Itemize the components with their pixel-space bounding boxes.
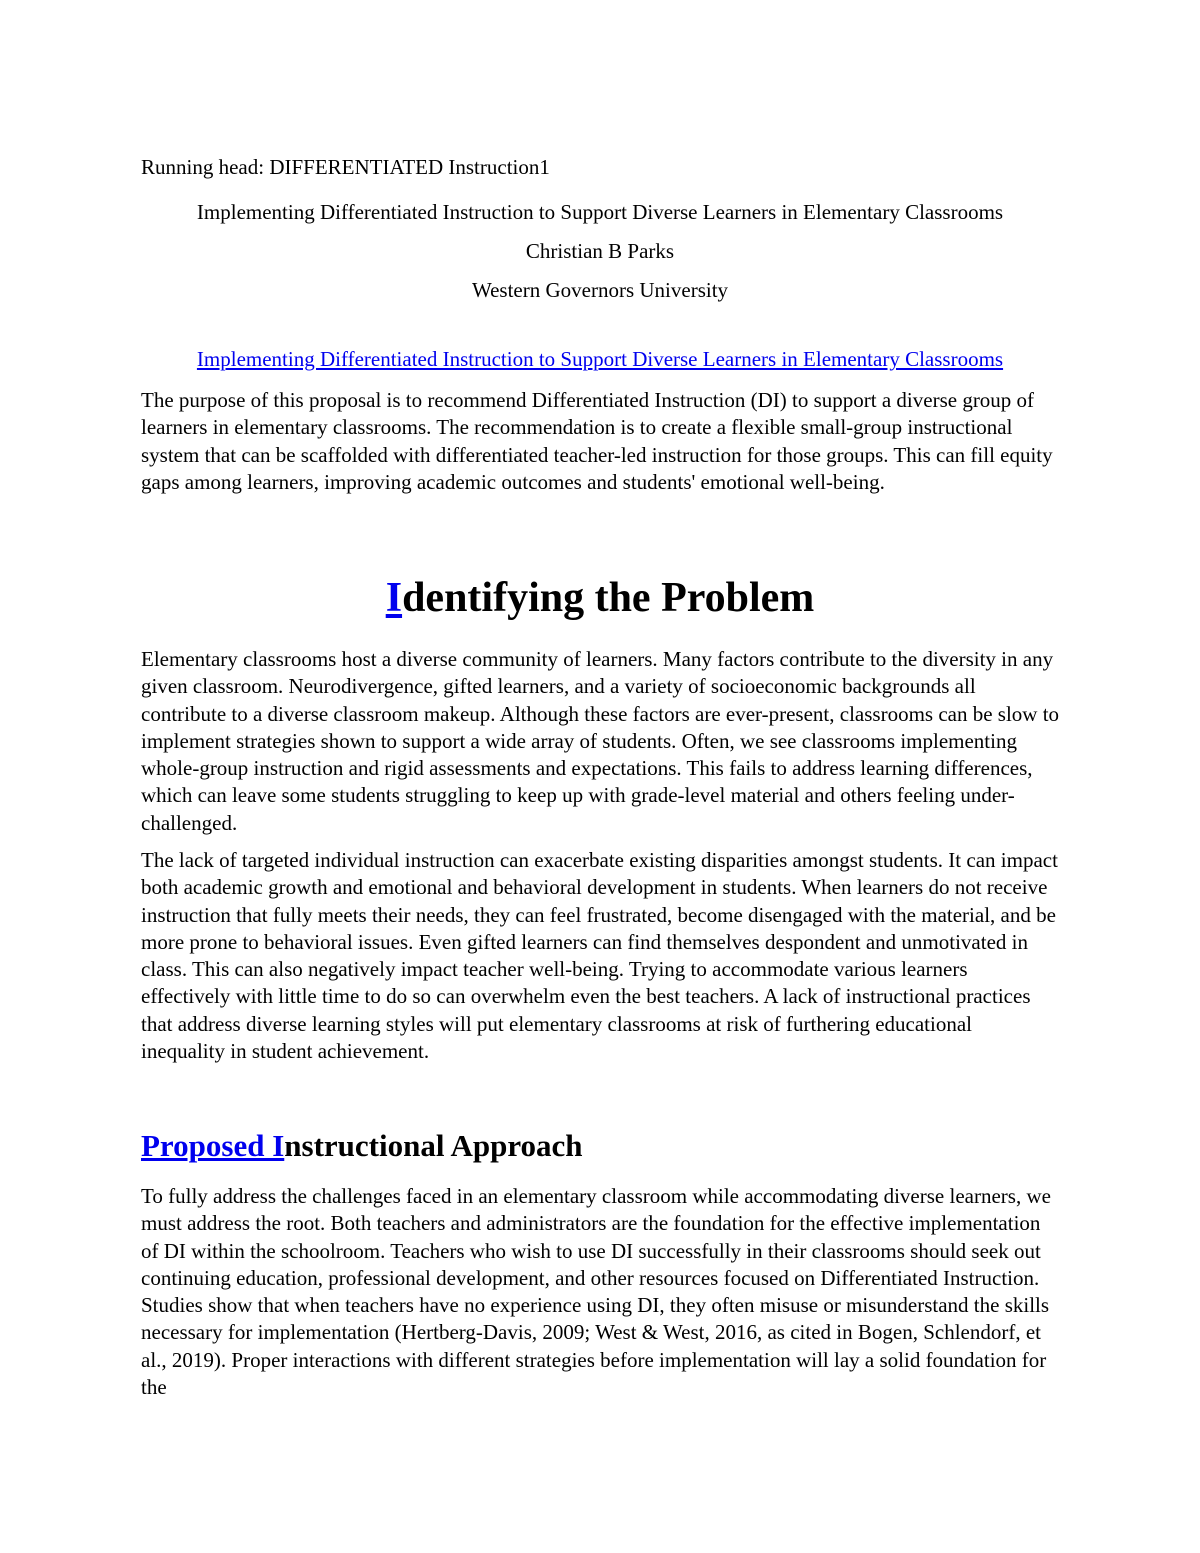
problem-paragraph-2: The lack of targeted individual instruction can exacerbate existing disparities amongst students. It can impact both academic growth and emotional and behavioral development in students. When learners do not receive instruction that fully meets their needs, they can feel frustrated, become disengaged with the material, and be more prone to behavioral issues. Even gifted learners can find themselves despondent and unmotivated in class. This can also negatively impact teacher well-being. Trying to accommodate various learners effectively with little time to do so can overwhelm even the best teachers. A lack of instructional practices that address diverse learning styles will put elementary classrooms at risk of furthering educational inequality in student achievement. [141,848,1058,1064]
running-head: Running head: DIFFERENTIATED Instruction1 [141,155,550,179]
title-link[interactable]: Implementing Differentiated Instruction to Support Diverse Learners in Elementary Classrooms [196,347,1004,371]
institution-name: Western Governors University [471,278,729,302]
intro-paragraph: The purpose of this proposal is to recommend Differentiated Instruction (DI) to support a diverse group of learners in elementary classrooms. The recommendation is to create a flexible small-group instructional system that can be scaffolded with differentiated teacher-led instruction for those groups. This can fill equity gaps among learners, improving academic outcomes and students' emotional well-being. [141,388,1053,494]
approach-paragraph-1: To fully address the challenges faced in an elementary classroom while accommodating diverse learners, we must address the root. Both teachers and administrators are the foundation for the effective implementation of DI within the schoolroom. Teachers who wish to use DI successfully in their classrooms should seek out continuing education, professional development, and other resources focused on Differentiated Instruction. Studies show that when teachers have no experience using DI, they often misuse or misunderstand the skills necessary for implementation (Hertberg-Davis, 2009; West & West, 2016, as cited in Bogen, Schlendorf, et al., 2019). Proper interactions with different strategies before implementation will lay a solid foundation for the [141,1184,1051,1400]
document-page [141,0,1061,1553]
section-heading-identifying-problem [141,571,1059,625]
author-name: Christian B Parks [525,239,675,263]
section-heading-proposed-approach [141,1125,583,1167]
heading-text: nstructional Approach [284,1128,583,1163]
heading-text: dentifying the Problem [402,575,815,621]
title-link-container [141,346,1059,373]
problem-paragraph-1: Elementary classrooms host a diverse community of learners. Many factors contribute to the diversity in any given classroom. Neurodivergence, gifted learners, and a variety of socioeconomic backgrounds all contribute to a diverse classroom makeup. Although these factors are ever-present, classrooms can be slow to implement strategies shown to support a wide array of students. Often, we see classrooms implementing whole-group instruction and rigid assessments and expectations. This fails to address learning differences, which can leave some students struggling to keep up with grade-level material and others feeling under-challenged. [141,647,1060,835]
paper-title: Implementing Differentiated Instruction to Support Diverse Learners in Elementary Classrooms [196,200,1004,224]
heading-link-proposed[interactable]: Proposed I [141,1128,285,1163]
heading-link-I[interactable]: I [385,575,403,621]
title-page-block [141,193,1059,310]
